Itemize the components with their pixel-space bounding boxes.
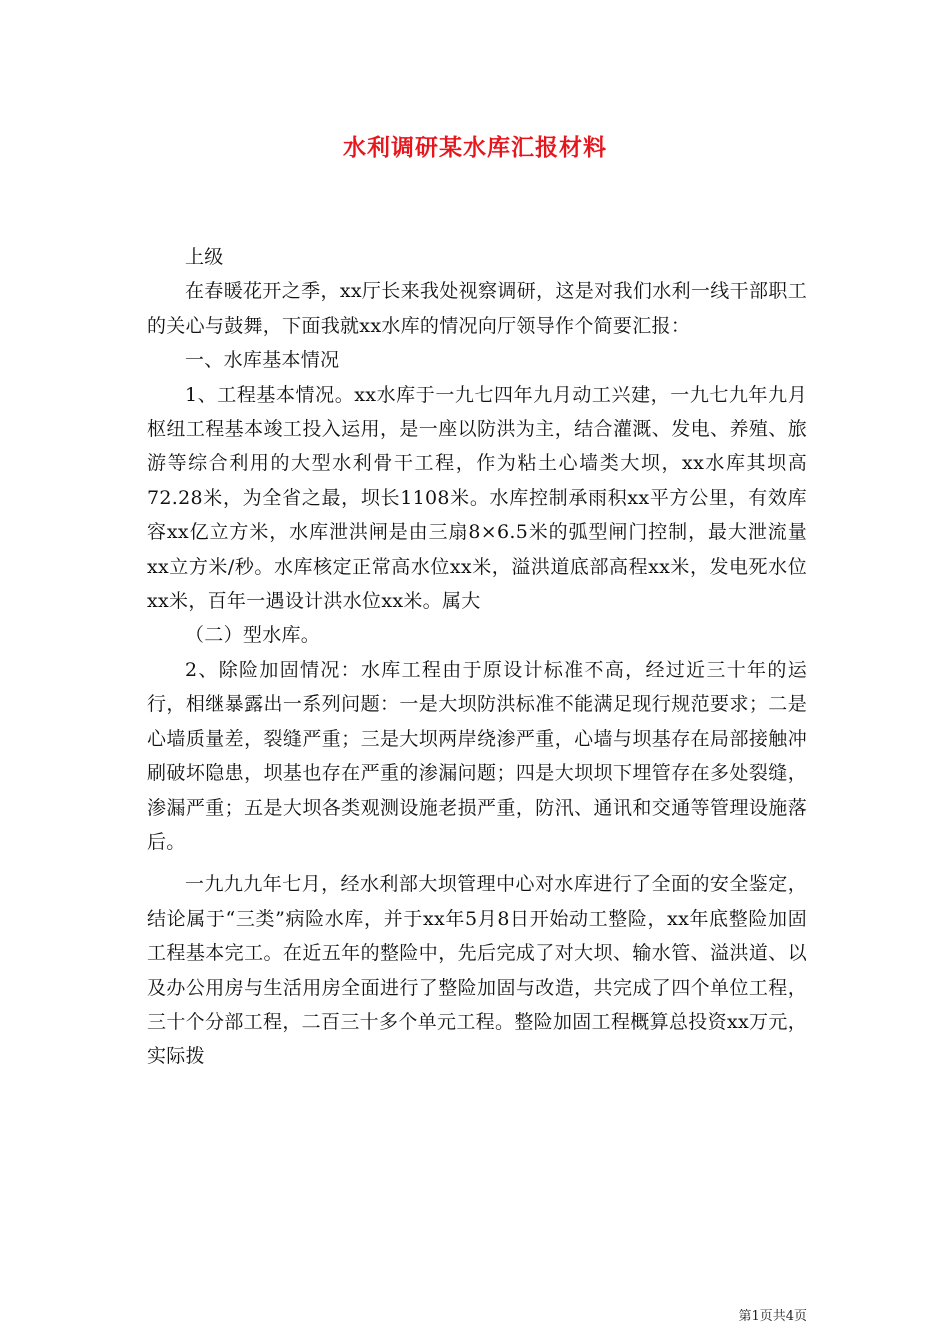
document-body bbox=[147, 240, 807, 1074]
paragraph-intro: 在春暖花开之季，xx厅长来我处视察调研，这是对我们水利一线干部职工的关心与鼓舞，下面我就xx水库的情况向厅领导作个简要汇报： bbox=[147, 280, 807, 337]
page-number: 第1页共4页 bbox=[738, 1309, 807, 1324]
paragraph-safety-assessment: 一九九九年七月，经水利部大坝管理中心对水库进行了全面的安全鉴定，结论属于“三类”病险水库，并于xx年5月8日开始动工整险，xx年底整险加固工程基本完工。在近五年的整险中，先后完成了对大坝、输水管、溢洪道、以及办公用房与生活用房全面进行了整险加固与改造，共完成了四个单位工程，三十个分部工程，二百三十多个单元工程。整险加固工程概算总投资xx万元，实际拨 bbox=[147, 873, 807, 1068]
paragraph-reservoir-type: （二）型水库。 bbox=[185, 624, 321, 647]
paragraph-engineering-info: 1、工程基本情况。xx水库于一九七四年九月动工兴建，一九七九年九月枢纽工程基本竣工投入运用，是一座以防洪为主，结合灌溉、发电、养殖、旅游等综合利用的大型水利骨干工程，作为粘土心墙类大坝，xx水库其坝高72.28米，为全省之最，坝长1108米。水库控制承雨积xx平方公里，有效库容xx亿立方米，水库泄洪闸是由三扇8×6.5米的弧型闸门控制，最大泄流量xx立方米/秒。水库核定正常高水位xx米，溢洪道底部高程xx米，发电死水位xx米，百年一遇设计洪水位xx米。属大 bbox=[147, 383, 807, 613]
document-title: 水利调研某水库汇报材料 bbox=[343, 134, 607, 161]
paragraph-reinforcement: 2、除险加固情况：水库工程由于原设计标准不高，经过近三十年的运行，相继暴露出一系列问题：一是大坝防洪标准不能满足现行规范要求；二是心墙质量差，裂缝严重；三是大坝两岸绕渗严重，心墙与坝基存在局部接触冲刷破坏隐患，坝基也存在严重的渗漏问题；四是大坝坝下埋管存在多处裂缝，渗漏严重；五是大坝各类观测设施老损严重，防汛、通讯和交通等管理设施落后。 bbox=[147, 658, 807, 853]
section-heading-basic-info: 一、水库基本情况 bbox=[185, 349, 340, 372]
salutation: 上级 bbox=[185, 246, 224, 268]
